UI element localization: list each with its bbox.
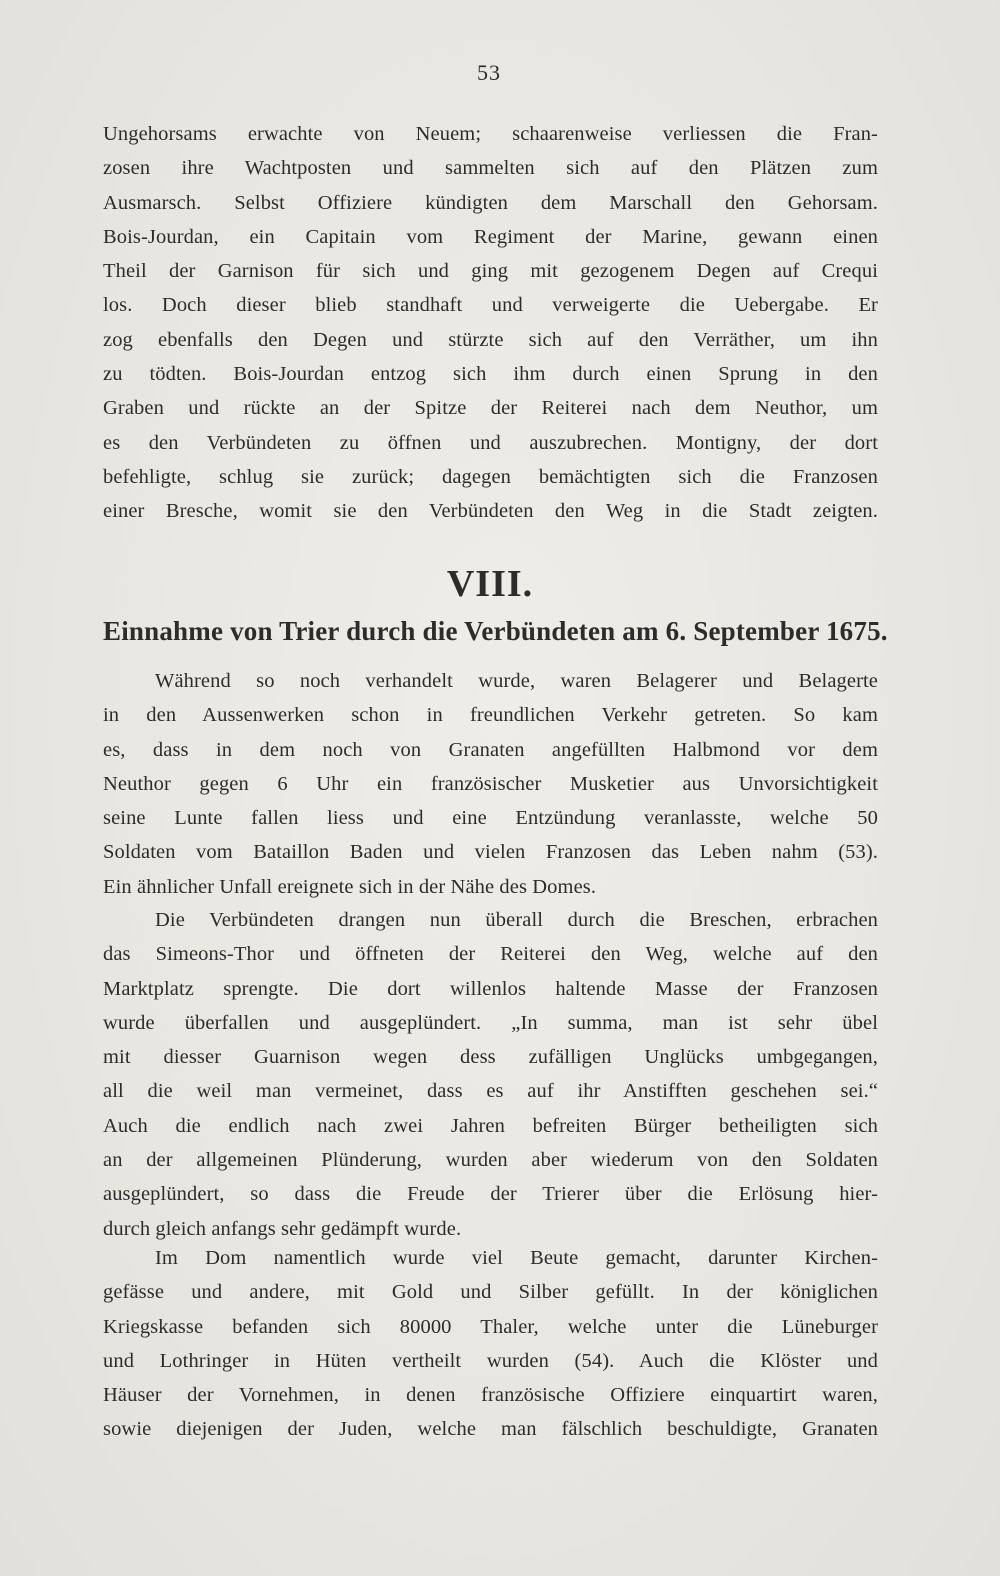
text-line: Auch die endlich nach zwei Jahren befreiten Bürger betheiligten sich bbox=[103, 1114, 878, 1137]
text-line: einer Bresche, womit sie den Verbündeten den Weg in die Stadt zeigten. bbox=[103, 500, 878, 523]
text-line: Häuser der Vornehmen, in denen französische Offiziere einquartirt waren, bbox=[103, 1384, 878, 1407]
text-line: Im Dom namentlich wurde viel Beute gemacht, darunter Kirchen- bbox=[155, 1247, 878, 1269]
text-line: mit diesser Guarnison wegen dess zufälligen Unglücks umbgegangen, bbox=[103, 1046, 878, 1069]
paragraph bbox=[103, 903, 878, 1246]
text-line: Kriegskasse befanden sich 80000 Thaler, welche unter die Lüneburger bbox=[103, 1315, 878, 1338]
text-line: und Lothringer in Hüten vertheilt wurden (54). Auch die Klöster und bbox=[103, 1349, 878, 1372]
text-line: Theil der Garnison für sich und ging mit gezogenem Degen auf Crequi bbox=[103, 260, 878, 283]
text-line: Während so noch verhandelt wurde, waren Belagerer und Belagerte bbox=[155, 670, 878, 692]
text-line: los. Doch dieser blieb standhaft und verweigerte die Uebergabe. Er bbox=[103, 294, 878, 317]
text-line: durch gleich anfangs sehr gedämpft wurde. bbox=[103, 1217, 462, 1240]
chapter-heading: Einnahme von Trier durch die Verbündeten am 6. September 1675. bbox=[103, 616, 888, 646]
text-line: all die weil man vermeinet, dass es auf ihr Anstifften geschehen sei.“ bbox=[103, 1080, 878, 1103]
text-line: Neuthor gegen 6 Uhr ein französischer Musketier aus Unvorsichtigkeit bbox=[103, 772, 878, 795]
text-line: zosen ihre Wachtposten und sammelten sich auf den Plätzen zum bbox=[103, 157, 878, 180]
text-line: Bois-Jourdan, ein Capitain vom Regiment der Marine, gewann einen bbox=[103, 225, 878, 248]
text-line: es, dass in dem noch von Granaten angefüllten Halbmond vor dem bbox=[103, 738, 878, 761]
text-line: Soldaten vom Bataillon Baden und vielen Franzosen das Leben nahm (53). bbox=[103, 841, 878, 864]
text-line: in den Aussenwerken schon in freundlichen Verkehr getreten. So kam bbox=[103, 704, 878, 727]
paragraph bbox=[103, 1241, 878, 1447]
text-line: gefässe und andere, mit Gold und Silber gefüllt. In der königlichen bbox=[103, 1281, 878, 1304]
page-number: 53 bbox=[477, 60, 501, 85]
text-line: Graben und rückte an der Spitze der Reiterei nach dem Neuthor, um bbox=[103, 397, 878, 420]
text-line: Ungehorsams erwachte von Neuem; schaarenweise verliessen die Fran- bbox=[103, 123, 878, 145]
text-line: zog ebenfalls den Degen und stürzte sich auf den Verräther, um ihn bbox=[103, 328, 878, 351]
text-line: es den Verbündeten zu öffnen und auszubrechen. Montigny, der dort bbox=[103, 431, 878, 454]
text-line: befehligte, schlug sie zurück; dagegen bemächtigten sich die Franzosen bbox=[103, 465, 878, 488]
text-line: das Simeons-Thor und öffneten der Reiterei den Weg, welche auf den bbox=[103, 943, 878, 966]
paragraph bbox=[103, 664, 878, 904]
text-line: Die Verbündeten drangen nun überall durch die Breschen, erbrachen bbox=[155, 909, 878, 931]
text-line: Marktplatz sprengte. Die dort willenlos haltende Masse der Franzosen bbox=[103, 977, 878, 1000]
text-line: zu tödten. Bois-Jourdan entzog sich ihm durch einen Sprung in den bbox=[103, 363, 878, 386]
text-line: ausgeplündert, so dass die Freude der Trierer über die Erlösung hier- bbox=[103, 1183, 878, 1206]
text-line: Ausmarsch. Selbst Offiziere kündigten dem Marschall den Gehorsam. bbox=[103, 191, 878, 214]
text-line: seine Lunte fallen liess und eine Entzündung veranlasste, welche 50 bbox=[103, 807, 878, 830]
text-line: wurde überfallen und ausgeplündert. „In summa, man ist sehr übel bbox=[103, 1011, 878, 1034]
text-line: an der allgemeinen Plünderung, wurden aber wiederum von den Soldaten bbox=[103, 1149, 878, 1172]
text-line: sowie diejenigen der Juden, welche man fälschlich beschuldigte, Granaten bbox=[103, 1418, 878, 1441]
text-line: Ein ähnlicher Unfall ereignete sich in der Nähe des Domes. bbox=[103, 875, 597, 898]
chapter-numeral: VIII. bbox=[446, 563, 534, 605]
continuation-paragraph bbox=[103, 117, 878, 529]
